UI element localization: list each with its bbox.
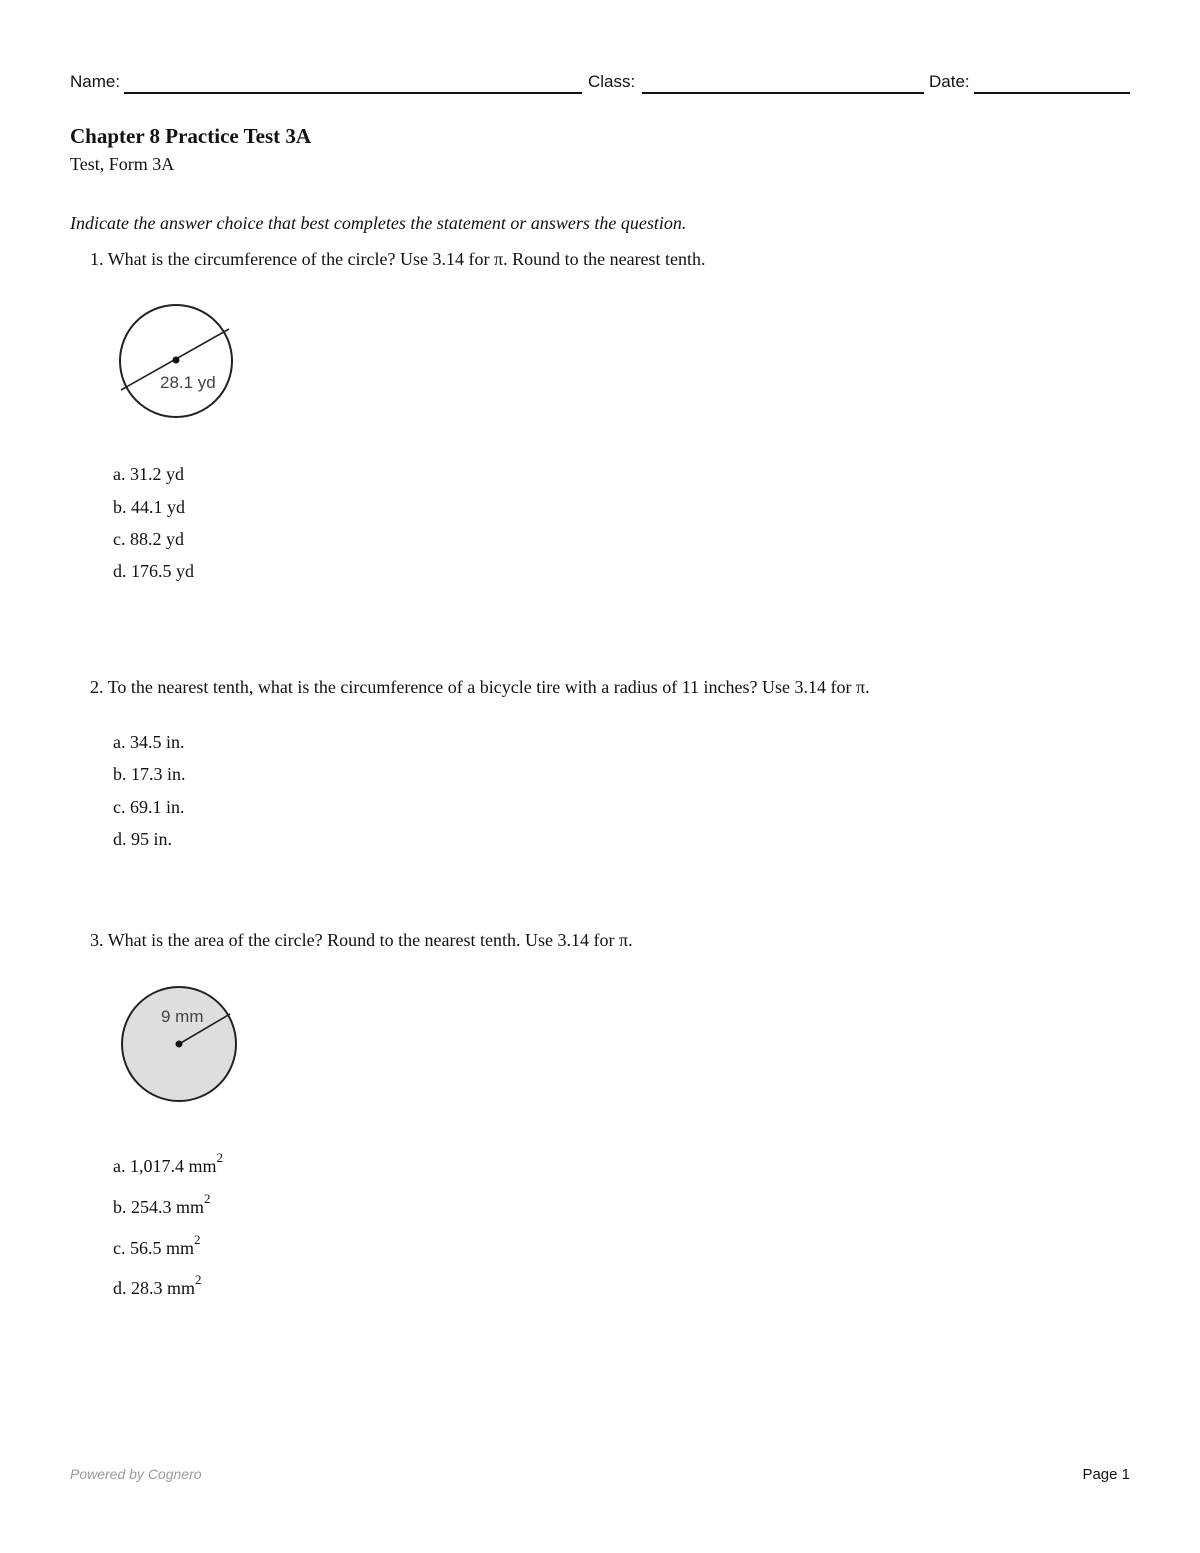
date-field-line[interactable] (974, 92, 1130, 94)
exponent: 2 (194, 1232, 201, 1247)
student-info-row (70, 72, 1130, 98)
option-letter: d. (113, 561, 127, 581)
option-1b[interactable] (113, 497, 185, 518)
test-subtitle: Test, Form 3A (70, 154, 175, 174)
exponent: 2 (204, 1191, 211, 1206)
test-title: Chapter 8 Practice Test 3A (70, 124, 312, 148)
option-letter: b. (113, 497, 127, 517)
option-letter: a. (113, 732, 126, 752)
date-label: Date: (929, 72, 970, 91)
radius-label: 9 mm (161, 1007, 204, 1026)
name-field-line[interactable] (124, 92, 582, 94)
option-letter: b. (113, 764, 127, 784)
option-value: 1,017.4 mm (130, 1156, 217, 1176)
class-field-line[interactable] (642, 92, 924, 94)
option-3c[interactable] (113, 1232, 201, 1259)
option-value: 176.5 yd (131, 561, 194, 581)
option-value: 69.1 in. (130, 797, 185, 817)
question-number: 3. (90, 930, 104, 950)
option-3d[interactable] (113, 1272, 202, 1299)
center-dot (173, 357, 180, 364)
exponent: 2 (216, 1150, 224, 1165)
circle-diameter-figure (112, 298, 242, 424)
option-2c[interactable] (113, 797, 185, 818)
question-3 (90, 930, 633, 951)
option-value: 56.5 mm (130, 1238, 195, 1258)
option-value: 88.2 yd (130, 529, 184, 549)
option-letter: c. (113, 797, 126, 817)
option-2b[interactable] (113, 764, 186, 785)
option-value: 95 in. (131, 829, 173, 849)
option-3b[interactable] (113, 1191, 211, 1218)
option-1d[interactable] (113, 561, 194, 582)
option-value: 44.1 yd (131, 497, 185, 517)
page-number: Page 1 (1082, 1466, 1130, 1483)
question-text: What is the circumference of the circle? Use 3.14 for π. Round to the nearest tenth. (107, 249, 706, 269)
option-value: 17.3 in. (131, 764, 186, 784)
question-number: 1. (90, 249, 104, 269)
option-letter: d. (113, 829, 127, 849)
option-2d[interactable] (113, 829, 172, 850)
option-1c[interactable] (113, 529, 184, 550)
question-number: 2. (90, 677, 104, 697)
option-letter: c. (113, 529, 126, 549)
option-letter: a. (113, 1156, 126, 1176)
circle-radius-figure (114, 980, 244, 1108)
question-2 (90, 677, 870, 698)
option-letter: c. (113, 1238, 126, 1258)
option-value: 28.3 mm (131, 1278, 196, 1298)
question-text: To the nearest tenth, what is the circumference of a bicycle tire with a radius of 11 inches? Use 3.14 for π. (107, 677, 870, 697)
question-1 (90, 249, 706, 270)
option-3a[interactable] (113, 1150, 224, 1177)
option-letter: d. (113, 1278, 127, 1298)
option-value: 254.3 mm (131, 1197, 205, 1217)
class-label: Class: (588, 72, 636, 91)
question-text: What is the area of the circle? Round to the nearest tenth. Use 3.14 for π. (107, 930, 633, 950)
option-2a[interactable] (113, 732, 185, 753)
powered-by-text: Powered by Cognero (70, 1466, 202, 1482)
center-dot (176, 1041, 183, 1048)
option-value: 34.5 in. (130, 732, 185, 752)
diameter-label: 28.1 yd (160, 373, 216, 392)
name-label: Name: (70, 72, 121, 91)
instructions: Indicate the answer choice that best completes the statement or answers the question. (70, 213, 687, 233)
option-letter: a. (113, 464, 126, 484)
option-1a[interactable] (113, 464, 184, 485)
exponent: 2 (195, 1272, 202, 1287)
option-value: 31.2 yd (130, 464, 184, 484)
option-letter: b. (113, 1197, 127, 1217)
